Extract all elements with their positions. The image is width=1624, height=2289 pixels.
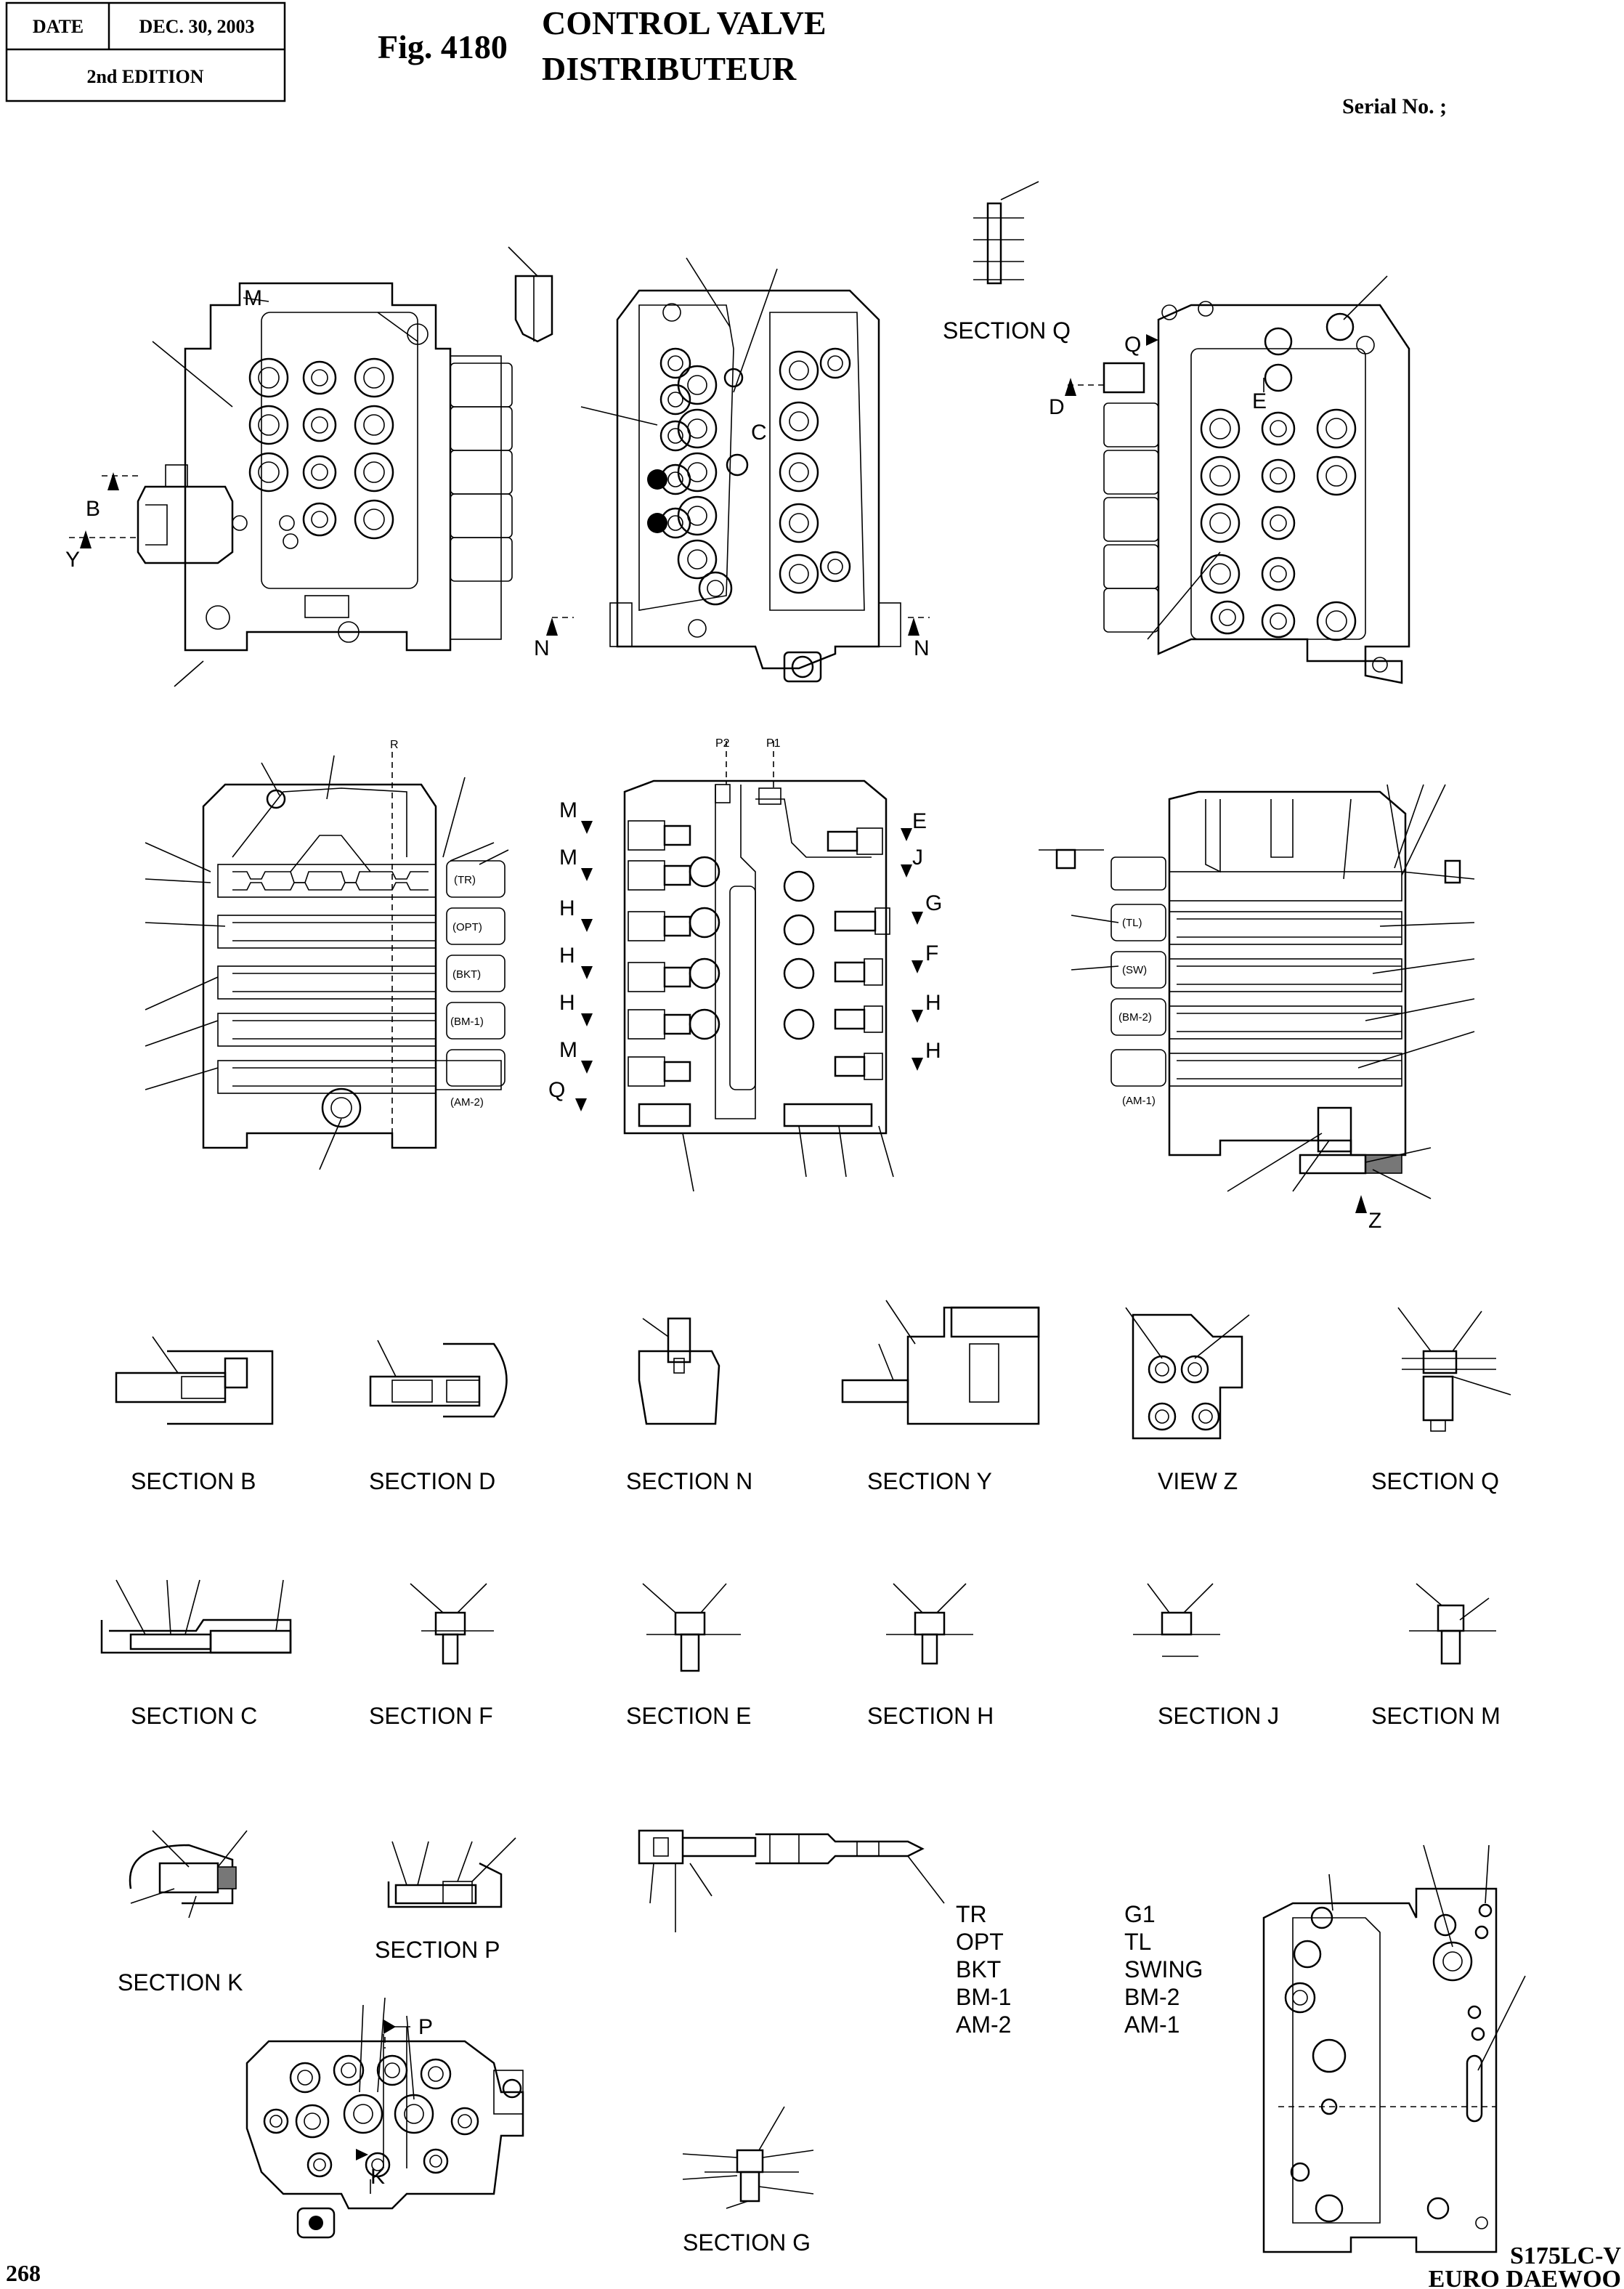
- arrow-z: [1355, 1195, 1367, 1213]
- label-section-q-top: SECTION Q: [943, 317, 1071, 344]
- section-c-drawing: [102, 1580, 291, 1653]
- marker-h-2: H: [559, 944, 575, 968]
- marker-q: Q: [1124, 333, 1142, 357]
- spool-label-g1: G1: [1124, 1901, 1156, 1927]
- label-section-p: SECTION P: [375, 1937, 500, 1963]
- spool-tag-tr: (TR): [454, 874, 476, 886]
- label-section-g: SECTION G: [683, 2229, 811, 2256]
- label-section-j: SECTION J: [1158, 1703, 1280, 1729]
- label-section-f: SECTION F: [369, 1703, 493, 1729]
- spool-label-opt: OPT: [956, 1929, 1004, 1955]
- spool-label-bkt: BKT: [956, 1956, 1002, 1982]
- arrow-b: [107, 472, 119, 490]
- spool-label-am2: AM-2: [956, 2012, 1012, 2038]
- date-label: DATE: [32, 16, 84, 37]
- section-j-drawing: [1133, 1584, 1220, 1656]
- ports-right-view: [1162, 301, 1387, 672]
- section-h-drawing: [886, 1584, 973, 1664]
- title-english: CONTROL VALVE: [542, 4, 827, 41]
- section-e-drawing: [643, 1584, 741, 1671]
- section-q-drawing: [1398, 1308, 1511, 1431]
- label-section-m: SECTION M: [1371, 1703, 1501, 1729]
- marker-m-2: M: [559, 846, 577, 870]
- marker-q-section: Q: [548, 1078, 566, 1102]
- marker-k: K: [370, 2165, 386, 2189]
- marker-h-1: H: [559, 896, 575, 920]
- marker-m-3: M: [559, 1038, 577, 1062]
- section-k-drawing: [130, 1831, 247, 1918]
- figure-number: Fig. 4180: [378, 28, 508, 65]
- spools-left: [232, 872, 436, 1086]
- spool-tag-tl: (TL): [1122, 917, 1142, 929]
- marker-n-right: N: [914, 636, 930, 660]
- section-y-drawing: [843, 1300, 1039, 1424]
- marker-m-top: M: [244, 286, 262, 310]
- marker-z: Z: [1368, 1209, 1382, 1233]
- spool-label-bm2: BM-2: [1124, 1984, 1180, 2010]
- serial-number-label: Serial No. ;: [1342, 94, 1448, 118]
- label-section-d: SECTION D: [369, 1468, 496, 1494]
- spool-label-tl: TL: [1124, 1929, 1152, 1955]
- header-date-box: [7, 3, 285, 101]
- spool-label-tr: TR: [956, 1901, 987, 1927]
- marker-f: F: [925, 941, 939, 965]
- arrow-y: [80, 530, 92, 548]
- spool-assembly-drawing: [639, 1831, 944, 1932]
- spool-label-am1: AM-1: [1124, 2012, 1180, 2038]
- block-ports: [264, 2056, 478, 2176]
- spool-label-bm1: BM-1: [956, 1984, 1012, 2010]
- spool-list-left: [956, 1901, 1011, 2038]
- spool-tag-sw: (SW): [1122, 964, 1148, 976]
- marker-r: R: [390, 739, 399, 751]
- marker-d: D: [1049, 395, 1065, 419]
- valve-section-middle: [625, 741, 893, 1191]
- left-poppets: [628, 821, 690, 1126]
- block-bottom-left: [247, 1998, 523, 2237]
- marker-y: Y: [65, 548, 81, 572]
- marker-h-3: H: [559, 991, 575, 1015]
- spool-tag-opt: (OPT): [452, 921, 482, 933]
- middle-section-markers: [548, 798, 942, 1111]
- spool-tag-bkt: (BKT): [452, 968, 482, 981]
- spool-label-swing: SWING: [1124, 1956, 1203, 1982]
- label-section-e: SECTION E: [626, 1703, 752, 1729]
- spool-tag-am1: (AM-1): [1122, 1095, 1156, 1107]
- marker-e: E: [1252, 389, 1267, 413]
- arrow-n-left: [546, 617, 558, 636]
- label-section-c: SECTION C: [131, 1703, 258, 1729]
- label-section-k: SECTION K: [118, 1969, 243, 1996]
- valve-bottom-view-middle: [552, 258, 930, 681]
- arrow-p: [383, 2019, 396, 2034]
- label-section-y: SECTION Y: [867, 1468, 992, 1494]
- label-view-z: VIEW Z: [1158, 1468, 1238, 1494]
- date-value: DEC. 30, 2003: [139, 16, 255, 37]
- marker-p: P: [418, 2015, 434, 2039]
- spool-tag-am2: (AM-2): [450, 1096, 484, 1109]
- block-bottom-right: [1264, 1845, 1525, 2252]
- marker-g: G: [925, 891, 943, 915]
- marker-n-left: N: [534, 636, 550, 660]
- label-section-n: SECTION N: [626, 1468, 753, 1494]
- spool-tag-bm1: (BM-1): [450, 1016, 484, 1028]
- section-q-top-drawing: [973, 182, 1039, 283]
- footer-brand: EURO DAEWOO: [1428, 2266, 1621, 2289]
- section-m-drawing: [1409, 1584, 1496, 1664]
- ports-middle-view: [647, 304, 850, 637]
- label-section-q: SECTION Q: [1371, 1468, 1500, 1494]
- spool-list-right: [1124, 1901, 1203, 2038]
- section-g-drawing: [683, 2107, 813, 2208]
- marker-h-5: H: [925, 1039, 941, 1063]
- arrow-q: [1146, 334, 1158, 346]
- section-p-drawing: [389, 1838, 516, 1907]
- edition-label: 2nd EDITION: [86, 66, 204, 87]
- view-z-drawing: [1126, 1308, 1249, 1438]
- valve-top-view-left: [69, 247, 552, 686]
- section-d-drawing: [370, 1340, 507, 1417]
- section-f-drawing: [410, 1584, 494, 1664]
- marker-b: B: [86, 497, 101, 521]
- marker-h-4: H: [925, 991, 941, 1015]
- spool-tag-bm2: (BM-2): [1118, 1011, 1152, 1024]
- section-b-drawing: [116, 1337, 272, 1424]
- marker-p1: P1: [766, 737, 781, 750]
- footer-model: S175LC-V: [1509, 2243, 1621, 2269]
- spools-right: [1177, 919, 1402, 1079]
- section-n-drawing: [639, 1318, 719, 1424]
- label-section-b: SECTION B: [131, 1468, 256, 1494]
- middle-bores: [690, 857, 813, 1039]
- label-section-h: SECTION H: [867, 1703, 994, 1729]
- marker-p2: P2: [715, 737, 730, 750]
- arrow-n-right: [908, 617, 919, 636]
- page-number: 268: [6, 2260, 41, 2286]
- ports-left-view: [206, 324, 428, 642]
- arrow-d: [1065, 378, 1076, 396]
- valve-top-view-right: [1068, 276, 1409, 683]
- title-french: DISTRIBUTEUR: [542, 50, 797, 87]
- marker-c: C: [751, 421, 767, 445]
- valve-section-right: [1039, 785, 1474, 1199]
- marker-j: J: [912, 846, 923, 870]
- marker-m-1: M: [559, 798, 577, 822]
- marker-e-section: E: [912, 809, 927, 833]
- arrow-k: [356, 2149, 368, 2160]
- right-poppets: [784, 828, 890, 1126]
